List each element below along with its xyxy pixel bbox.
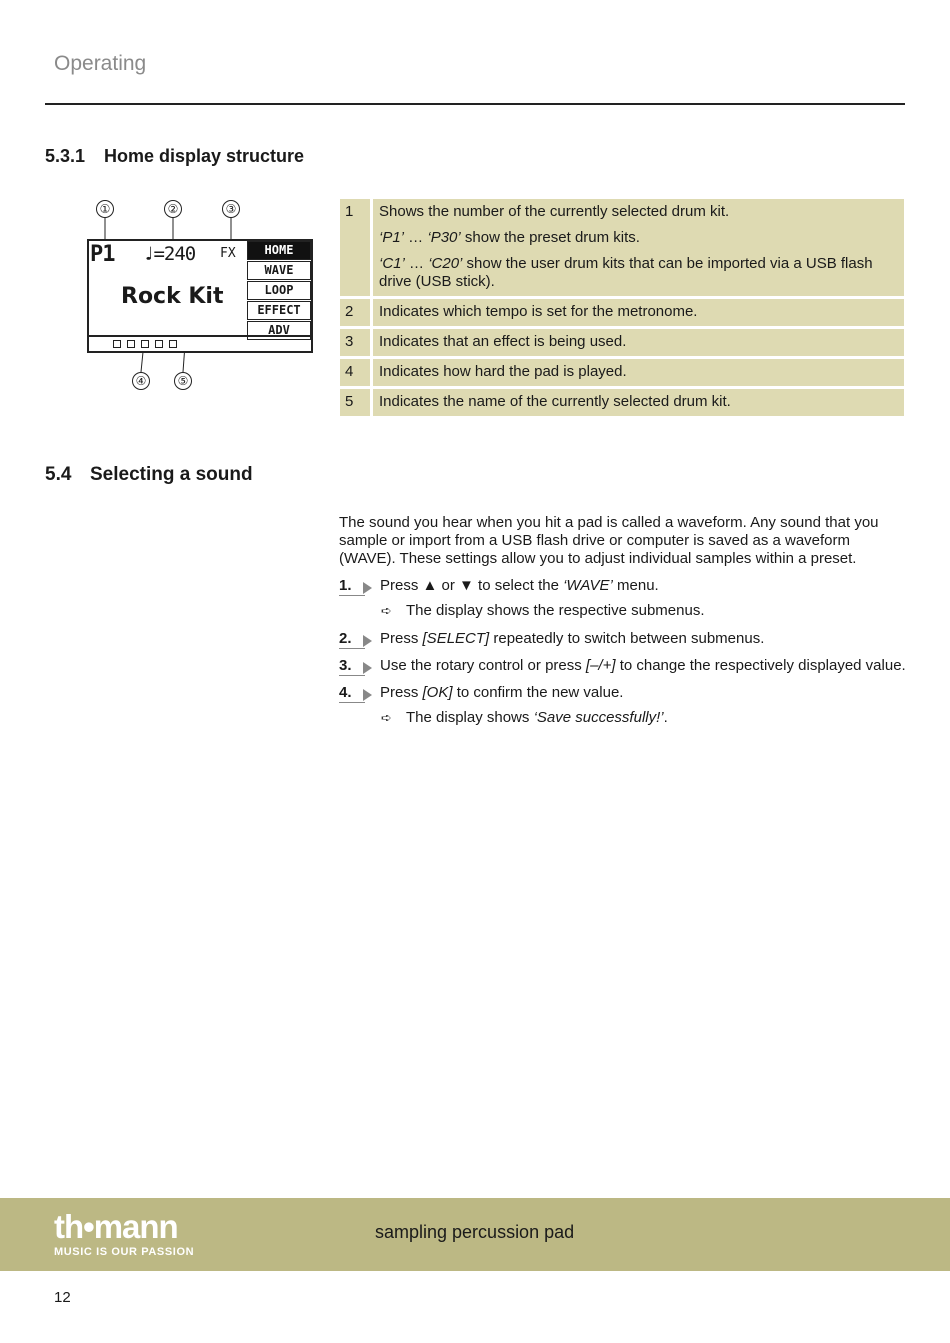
lcd-velocity-bar: [89, 335, 311, 351]
table-row: [340, 199, 904, 296]
row-description: Indicates which tempo is set for the metronome.: [373, 299, 904, 326]
result-arrow-icon: ➪: [381, 603, 392, 618]
callout-4: ④: [132, 372, 150, 390]
step-1: [339, 577, 909, 595]
step-arrow-icon: [363, 662, 372, 674]
row-number: 4: [340, 359, 373, 386]
button-name: [OK]: [422, 684, 453, 701]
callout-3: ③: [222, 200, 240, 218]
text-span: The display shows the respective submenus.: [406, 602, 705, 619]
text-span: menu.: [612, 577, 659, 594]
text-span: The display shows: [406, 709, 534, 726]
text-span: Press: [380, 630, 423, 647]
button-name: [–/+]: [585, 657, 616, 674]
display-message: ‘Save successfully!’: [533, 709, 664, 726]
step-arrow-icon: [363, 635, 372, 647]
row-description: Indicates that an effect is being used.: [373, 329, 904, 356]
text-span: to change the respectively displayed value.: [615, 657, 906, 674]
velocity-cell: [155, 340, 163, 348]
step-arrow-icon: [363, 582, 372, 594]
description-line: [379, 229, 898, 247]
section-title: Home display structure: [104, 146, 305, 166]
row-number: 5: [340, 389, 373, 416]
display-legend-table: [340, 196, 904, 419]
text-span: Press ▲ or ▼ to select the: [380, 577, 564, 594]
preset-last: ‘P30’: [427, 229, 461, 246]
lcd-menu-loop: LOOP: [247, 281, 311, 300]
lcd-kit-number: P1: [90, 242, 115, 267]
text-span: show the user drum kits that can be imported via a USB flash drive (USB stick).: [379, 255, 873, 290]
table-row: [340, 329, 904, 356]
lcd-screen: [87, 239, 313, 353]
text-span: to confirm the new value.: [452, 684, 624, 701]
velocity-cell: [141, 340, 149, 348]
thomann-logo: [54, 1210, 194, 1258]
result-2: [339, 709, 909, 727]
velocity-cell: [169, 340, 177, 348]
velocity-cell: [127, 340, 135, 348]
text-span: repeatedly to switch between submenus.: [489, 630, 765, 647]
text-span: …: [404, 255, 429, 272]
text-span: Press: [380, 684, 423, 701]
lcd-tempo: ♩=240: [143, 243, 196, 265]
table-row: [340, 389, 904, 416]
menu-name: ‘WAVE’: [563, 577, 613, 594]
preset-first: ‘P1’: [379, 229, 405, 246]
page-header-title: Operating: [54, 52, 147, 75]
step-4: [339, 684, 909, 702]
section-heading-5-3-1: [45, 146, 304, 167]
user-first: ‘C1’: [379, 255, 405, 272]
intro-paragraph: The sound you hear when you hit a pad is called a waveform. Any sound that you sample or import from a USB flash drive or computer is saved as a waveform (WAVE). These settings allow you to adjust individual samples within a preset.: [339, 514, 879, 567]
callout-2: ②: [164, 200, 182, 218]
description-line: [379, 255, 898, 291]
lcd-menu-effect: EFFECT: [247, 301, 311, 320]
section-heading-5-4: [45, 464, 253, 486]
row-description: [373, 199, 904, 296]
step-number: 1.: [339, 577, 365, 596]
velocity-cell: [113, 340, 121, 348]
row-description: Indicates how hard the pad is played.: [373, 359, 904, 386]
text-span: .: [663, 709, 668, 726]
text-span: Use the rotary control or press: [380, 657, 586, 674]
step-2: [339, 630, 909, 648]
table-row: [340, 299, 904, 326]
step-number: 4.: [339, 684, 365, 703]
lcd-menu-wave: WAVE: [247, 261, 311, 280]
description-line: [379, 203, 898, 221]
row-number: 2: [340, 299, 373, 326]
step-number: 3.: [339, 657, 365, 676]
user-last: ‘C20’: [428, 255, 463, 272]
section-body: [339, 514, 909, 737]
row-number: 1: [340, 199, 373, 296]
lcd-menu-home: HOME: [247, 241, 311, 260]
footer-product-name: sampling percussion pad: [375, 1222, 575, 1242]
logo-wordmark: th•mann: [54, 1208, 178, 1245]
text-span: …: [404, 229, 428, 246]
lcd-fx-indicator: FX: [220, 246, 236, 261]
lcd-menu: [247, 241, 311, 341]
section-number: 5.3.1: [45, 146, 86, 166]
table-row: [340, 359, 904, 386]
row-number: 3: [340, 329, 373, 356]
row-description: Indicates the name of the currently selected drum kit.: [373, 389, 904, 416]
step-arrow-icon: [363, 689, 372, 701]
result-1: [339, 602, 909, 620]
header-divider: [45, 103, 905, 105]
section-title: Selecting a sound: [90, 464, 253, 485]
result-arrow-icon: ➪: [381, 710, 392, 725]
text-span: Shows the number of the currently selected drum kit.: [379, 203, 730, 220]
lcd-menu-adv: ADV: [247, 321, 311, 340]
callout-1: ①: [96, 200, 114, 218]
step-number: 2.: [339, 630, 365, 649]
callout-5: ⑤: [174, 372, 192, 390]
section-number: 5.4: [45, 464, 72, 485]
button-name: [SELECT]: [422, 630, 490, 647]
logo-tagline: MUSIC IS OUR PASSION: [54, 1246, 195, 1258]
step-3: [339, 657, 909, 675]
text-span: show the preset drum kits.: [460, 229, 640, 246]
lcd-kit-name: Rock Kit: [121, 284, 224, 309]
home-display-figure: [84, 196, 320, 396]
page-number: 12: [54, 1289, 71, 1306]
